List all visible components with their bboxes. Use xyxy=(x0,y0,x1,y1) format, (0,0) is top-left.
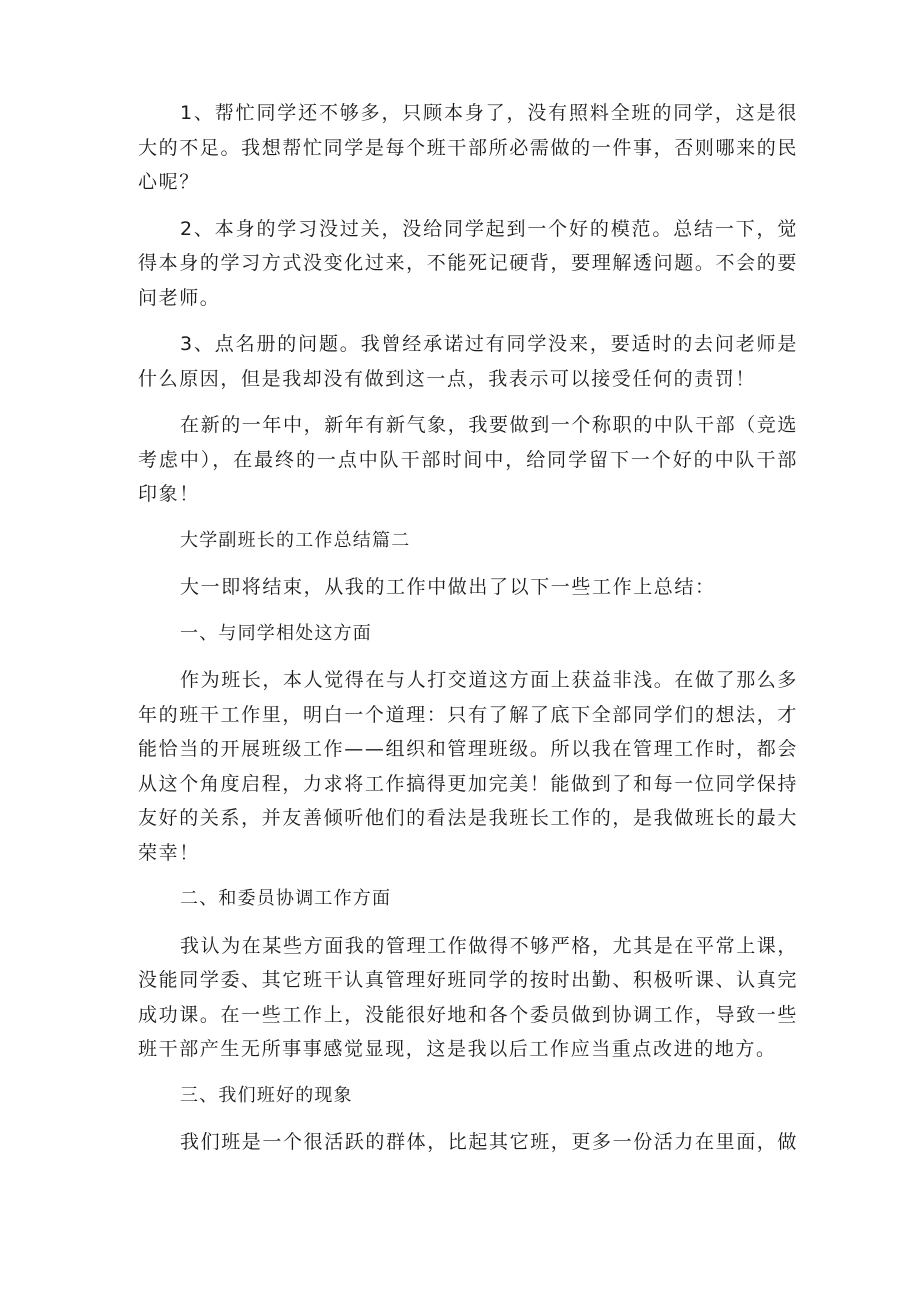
paragraph-classmates: 作为班长，本人觉得在与人打交道这方面上获益非浅。在做了那么多年的班干工作里，明白一个道理：只有了解了底下全部同学们的想法，才能恰当的开展班级工作——组织和管理班级。所以我在管理工作时，都会从这个角度启程，力求将工作搞得更加完美！能做到了和每一位同学保持友好的关系，并友善倾听他们的看法是我班长工作的，是我做班长的最大荣幸！ xyxy=(138,669,799,864)
section-title: 大学副班长的工作总结篇二 xyxy=(180,529,411,551)
intro-paragraph: 大一即将结束，从我的工作中做出了以下一些工作上总结： xyxy=(180,576,716,598)
paragraph-4: 在新的一年中，新年有新气象，我要做到一个称职的中队干部（竞选考虑中），在最终的一点中队干部时间中，给同学留下一个好的中队干部印象！ xyxy=(138,414,799,505)
paragraph-class-phenomena: 我们班是一个很活跃的群体，比起其它班，更多一份活力在里面，做 xyxy=(180,1131,799,1153)
subheading-2: 二、和委员协调工作方面 xyxy=(180,888,392,909)
subheading-3: 三、我们班好的现象 xyxy=(180,1084,353,1106)
paragraph-committee: 我认为在某些方面我的管理工作做得不够严格，尤其是在平常上课，没能同学委、其它班干认真管理好班同学的按时出勤、积极听课、认真完成功课。在一些工作上，没能很好地和各个委员做到协调工作，导致一些班干部产生无所事事感觉显现，这是我以后工作应当重点改进的地方。 xyxy=(138,934,799,1060)
paragraph-3: 3、点名册的问题。我曾经承诺过有同学没来，要适时的去问老师是什么原因，但是我却没有做到这一点，我表示可以接受任何的责罚！ xyxy=(138,333,798,390)
subheading-1: 一、与同学相处这方面 xyxy=(180,622,372,644)
paragraph-1: 1、帮忙同学还不够多，只顾本身了，没有照料全班的同学，这是很大的不足。我想帮忙同学是每个班干部所必需做的一件事，否则哪来的民心呢？ xyxy=(138,102,798,193)
paragraph-2: 2、本身的学习没过关，没给同学起到一个好的模范。总结一下，觉得本身的学习方式没变化过来，不能死记硬背，要理解透问题。不会的要问老师。 xyxy=(138,217,798,309)
document-page xyxy=(138,96,798,1160)
